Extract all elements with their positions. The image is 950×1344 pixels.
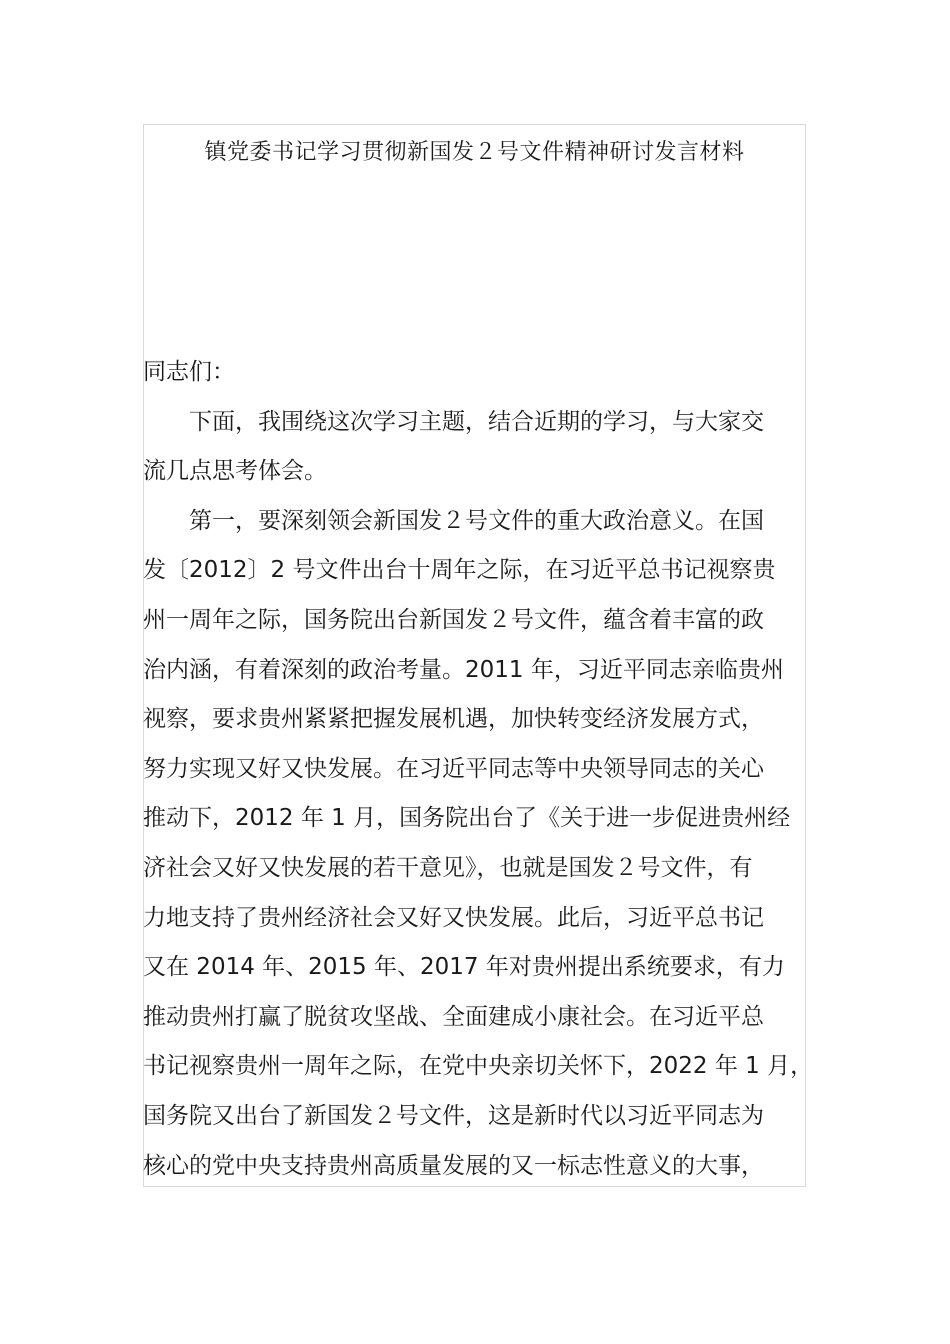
document-body [143,348,814,1191]
salutation: 同志们： [143,359,235,385]
paragraph-line: 力地支持了贵州经济社会又好又快发展。此后，习近平总书记 [143,904,764,931]
paragraph-line: 国务院又出台了新国发２号文件，这是新时代以习近平同志为 [143,1102,764,1129]
paragraph-line: 努力实现又好又快发展。在习近平同志等中央领导同志的关心 [143,755,764,782]
paragraph-2 [143,497,814,1191]
paragraph-1 [143,398,806,497]
paragraph-line: 推动贵州打赢了脱贫攻坚战、全面建成小康社会。在习近平总 [143,1003,764,1030]
paragraph-line: 核心的党中央支持贵州高质量发展的又一标志性意义的大事， [143,1152,764,1179]
paragraph-line: 第一，要深刻领会新国发２号文件的重大政治意义。在国 [189,507,764,534]
paragraph-line: 州一周年之际，国务院出台新国发２号文件，蕴含着丰富的政 [143,606,764,633]
paragraph-line: 书记视察贵州一周年之际，在党中央亲切关怀下，2022 年 1 月， [143,1053,814,1080]
paragraph-line: 又在 2014 年、2015 年、2017 年对贵州提出系统要求，有力 [143,954,785,981]
paragraph-line: 治内涵，有着深刻的政治考量。2011 年，习近平同志亲临贵州 [143,656,784,683]
paragraph-line: 济社会又好又快发展的若干意见》，也就是国发２号文件，有 [143,854,753,881]
paragraph-line: 流几点思考体会。 [143,458,327,485]
paragraph-line: 推动下，2012 年 1 月，国务院出台了《关于进一步促进贵州经 [143,805,791,832]
document-title: 镇党委书记学习贯彻新国发２号文件精神研讨发言材料 [204,140,745,165]
paragraph-line: 发〔2012〕2 号文件出台十周年之际，在习近平总书记视察贵 [143,557,776,584]
paragraph-line: 视察，要求贵州紧紧把握发展机遇，加快转变经济发展方式， [143,706,764,733]
paragraph-line: 下面，我围绕这次学习主题，结合近期的学习，与大家交 [189,408,764,435]
